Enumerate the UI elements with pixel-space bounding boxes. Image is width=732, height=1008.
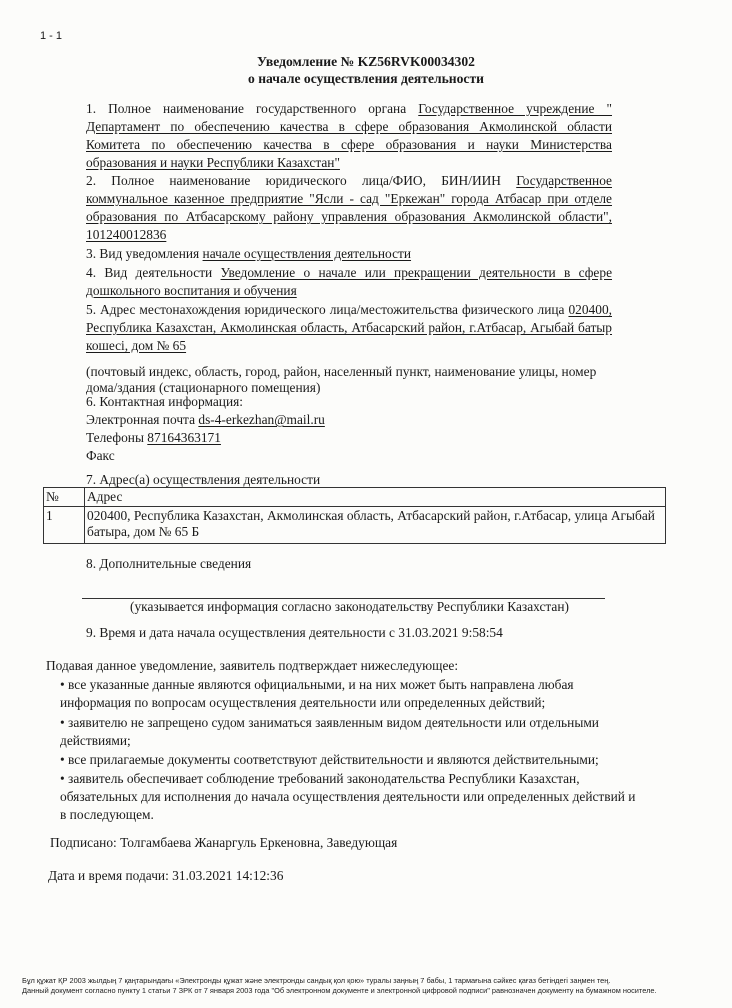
activity-address-table [43, 487, 666, 544]
fax-label: Факс [86, 448, 115, 463]
footer-kazakh: Бұл құжат ҚР 2003 жылдың 7 қаңтарындағы «Электронды құжат және электронды сандық қол қою» туралы заңның 7 бабы, 1 тармағына сәйкес қағаз бетіндегі заңмен тең. [22, 976, 611, 985]
page-marker: 1 - 1 [40, 30, 63, 42]
s2-value-line2: коммунальное казенное предприятие "Ясли - сад "Еркежан" города Атбасар при отделе [86, 191, 612, 206]
s2-bin: 101240012836 [86, 227, 167, 242]
s5-value-line3: кошесі, дом № 65 [86, 338, 187, 353]
bullet-2-line2: действиями; [60, 733, 131, 748]
s4-value-line2: дошкольного воспитания и обучения [86, 283, 297, 298]
submitted-label: Дата и время подачи: [48, 868, 173, 883]
bullet-4-line2: обязательных для исполнения до начала осуществления деятельности или определенных действий и [60, 789, 636, 804]
col-number-header: № [44, 488, 85, 507]
document-title: Уведомление № KZ56RVK00034302 [257, 54, 475, 69]
submitted-value: 31.03.2021 14:12:36 [172, 868, 284, 883]
s5-hint: (почтовый индекс, область, город, район, населенный пункт, наименование улицы, номер дома/здания (стационарного помещения) [86, 364, 597, 395]
s2-label: 2. Полное наименование юридического лица/ФИО, БИН/ИИН [86, 173, 517, 188]
s6-label: 6. Контактная информация: [86, 394, 244, 409]
s7-label: 7. Адрес(а) осуществления деятельности [86, 472, 321, 487]
email-label: Электронная почта [86, 412, 199, 427]
table-header-row [44, 488, 666, 507]
bullet-4-line1: • заявитель обеспечивает соблюдение требований законодательства Республики Казахстан, [60, 771, 580, 786]
bullet-1-line2: информация по вопросам осуществления деятельности или определенных действий; [60, 695, 546, 710]
s1-value-start: Государственное учреждение " [418, 101, 612, 116]
submission-datetime [48, 868, 283, 884]
s8-hint: (указывается информация согласно законодательству Республики Казахстан) [130, 599, 569, 614]
s5-value-start: 020400, [568, 302, 612, 317]
phone-value: 87164363171 [147, 430, 221, 445]
document-subtitle: о начале осуществления деятельности [248, 71, 484, 86]
email-link[interactable]: ds-4-erkezhan@mail.ru [198, 412, 325, 427]
bullet-3: • все прилагаемые документы соответствуют действительности и являются действительными; [60, 752, 599, 767]
s3-value: начале осуществления деятельности [202, 246, 412, 261]
s5-value-line2: Республика Казахстан, Акмолинская область, Атбасарский район, г.Атбасар, Агыбай батыр [86, 320, 612, 335]
row-address: 020400, Республика Казахстан, Акмолинская область, Атбасарский район, г.Атбасар, улица Агыбай батыра, дом № 65 Б [85, 507, 666, 544]
phone-label: Телефоны [86, 430, 148, 445]
signed-by: Подписано: Толгамбаева Жанаргуль Еркеновна, Заведующая [50, 835, 398, 850]
table-row [44, 507, 666, 544]
s4-value-start: Уведомление о начале или прекращении деятельности в сфере [220, 265, 613, 280]
s9-start-datetime: 9. Время и дата начала осуществления деятельности с 31.03.2021 9:58:54 [86, 625, 503, 640]
s2-value-start: Государственное [516, 173, 612, 188]
s1-value-line3: Комитета по обеспечению качества в сфере образования и науки Министерства [86, 137, 612, 152]
s1-value-line4: образования и науки Республики Казахстан" [86, 155, 340, 170]
s1-label: 1. Полное наименование государственного органа [86, 101, 419, 116]
confirm-intro: Подавая данное уведомление, заявитель подтверждает нижеследующее: [46, 658, 459, 673]
bullet-1-line1: • все указанные данные являются официальными, и на них может быть направлена любая [60, 677, 574, 692]
col-address-header: Адрес [85, 488, 666, 507]
s4-label: 4. Вид деятельности [86, 265, 221, 280]
s2-value-line3: образования по Атбасарскому району управления образования Акмолинской области", [86, 209, 612, 224]
bullet-2-line1: • заявителю не запрещено судом заниматься заявленным видом деятельности или отдельными [60, 715, 599, 730]
section-3-notice-type [86, 246, 411, 262]
row-number: 1 [44, 507, 85, 544]
s5-label: 5. Адрес местонахождения юридического лица/местожительства физического лица [86, 302, 569, 317]
s1-value-line2: Департамент по обеспечению качества в сфере образования Акмолинской области [86, 119, 612, 134]
s8-label: 8. Дополнительные сведения [86, 556, 252, 571]
s3-label: 3. Вид уведомления [86, 246, 203, 261]
footer-russian: Данный документ согласно пункту 1 статьи 7 ЗРК от 7 января 2003 года "Об электронном документе и электронной цифровой подписи" равнозначен документу на бумажном носителе. [22, 986, 657, 995]
bullet-4-line3: в последующем. [60, 807, 154, 822]
